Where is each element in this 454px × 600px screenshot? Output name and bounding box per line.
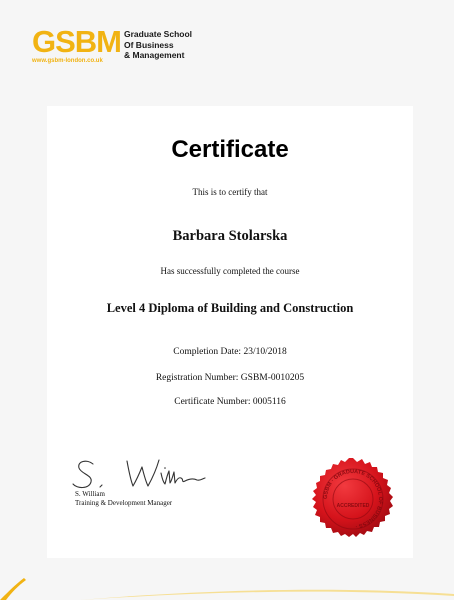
school-name-line-1: Graduate School [124, 29, 193, 39]
signatory-role: Training & Development Manager [75, 499, 173, 507]
signature-graphic [71, 455, 211, 493]
certificate-header [0, 0, 454, 80]
seal-ring-text: GSBM · GRADUATE SCHOOL OF BUSINESS · [322, 468, 384, 529]
course-name: Level 4 Diploma of Building and Construction [106, 301, 354, 315]
school-name-line-3: & Management [124, 50, 185, 60]
school-name [124, 29, 192, 61]
signatory-block [75, 490, 172, 508]
completed-text: Has successfully completed the course [160, 266, 300, 276]
signatory-name: S. William [75, 490, 105, 498]
certificate-number: Certificate Number: 0005116 [174, 397, 286, 407]
seal-center-text: ACCREDITED [336, 503, 370, 509]
recipient-name: Barbara Stolarska [172, 228, 288, 244]
decorative-swoosh [0, 560, 454, 600]
registration-number: Registration Number: GSBM-0010205 [155, 373, 305, 383]
completion-date: Completion Date: 23/10/2018 [173, 347, 287, 357]
gsbm-logo [32, 24, 121, 67]
logo-mark: GSBM [32, 24, 121, 59]
certify-intro: This is to certify that [192, 187, 268, 197]
certificate-title: Certificate [171, 136, 289, 163]
signature-dot [164, 467, 166, 469]
school-name-line-2: Of Business [124, 39, 174, 50]
wax-seal-icon [311, 457, 395, 541]
logo-url: www.gsbm-london.co.uk [32, 58, 103, 64]
certificate-sheet [47, 106, 413, 558]
